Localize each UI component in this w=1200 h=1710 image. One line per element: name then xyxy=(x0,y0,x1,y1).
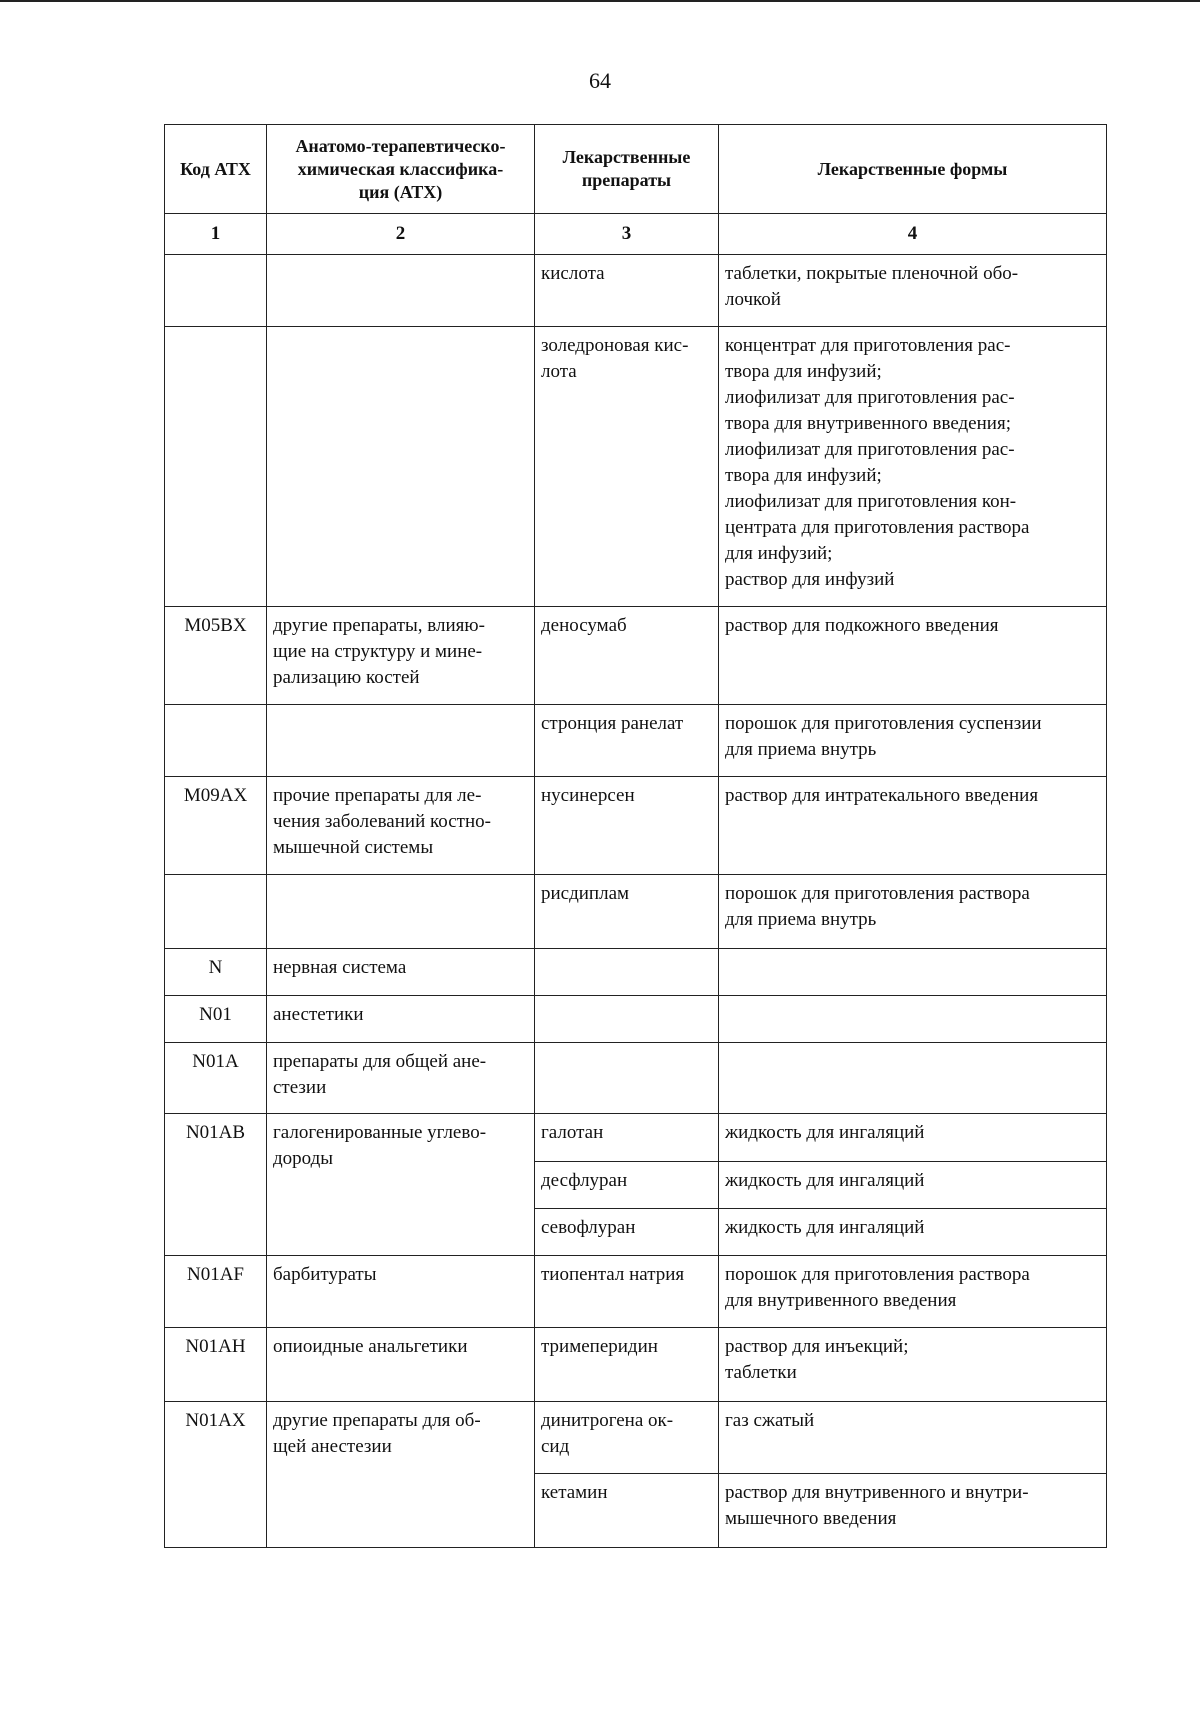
cell-form: жидкость для ингаляций xyxy=(719,1209,1107,1256)
cell-form: таблетки, покрытые пленочной обо- лочкой xyxy=(719,255,1107,327)
cell-form xyxy=(719,1043,1107,1114)
cell-form: порошок для приготовления суспензии для приема внутрь xyxy=(719,705,1107,777)
cell-class xyxy=(267,705,535,777)
page-number: 64 xyxy=(589,68,611,93)
header-drugs: Лекарственные препараты xyxy=(535,125,719,214)
cell-drug xyxy=(535,1043,719,1114)
cell-form xyxy=(719,996,1107,1043)
cell-code: N01 xyxy=(165,996,267,1043)
table-row xyxy=(165,777,1107,875)
cell-form: жидкость для ингаляций xyxy=(719,1162,1107,1209)
table-row xyxy=(165,1328,1107,1402)
top-border-line xyxy=(0,0,1200,2)
cell-form: газ сжатый xyxy=(719,1402,1107,1474)
cell-form: раствор для подкожного введения xyxy=(719,607,1107,705)
table-row xyxy=(165,327,1107,607)
cell-code xyxy=(165,255,267,327)
cell-form: раствор для интратекального введения xyxy=(719,777,1107,875)
table-row xyxy=(165,1043,1107,1114)
column-number: 1 xyxy=(165,214,267,255)
column-number: 3 xyxy=(535,214,719,255)
table-row xyxy=(165,1114,1107,1162)
cell-form: жидкость для ингаляций xyxy=(719,1114,1107,1162)
table-row xyxy=(165,705,1107,777)
cell-drug: тиопентал натрия xyxy=(535,1256,719,1328)
atx-table xyxy=(164,124,1107,1548)
cell-class: барбитураты xyxy=(267,1256,535,1328)
cell-code: N xyxy=(165,949,267,996)
cell-code: M05BX xyxy=(165,607,267,705)
cell-class xyxy=(267,875,535,949)
cell-drug: нусинерсен xyxy=(535,777,719,875)
cell-code xyxy=(165,875,267,949)
cell-code xyxy=(165,327,267,607)
cell-drug: кетамин xyxy=(535,1474,719,1548)
cell-drug: тримеперидин xyxy=(535,1328,719,1402)
cell-class: опиоидные анальгетики xyxy=(267,1328,535,1402)
header-code: Код АТХ xyxy=(165,125,267,214)
column-number: 4 xyxy=(719,214,1107,255)
cell-form xyxy=(719,949,1107,996)
cell-drug xyxy=(535,996,719,1043)
cell-class: нервная система xyxy=(267,949,535,996)
cell-form: раствор для внутривенного и внутри- мышечного введения xyxy=(719,1474,1107,1548)
header-classification: Анатомо-терапевтическо- химическая классифика- ция (АТХ) xyxy=(267,125,535,214)
cell-code: N01AX xyxy=(165,1402,267,1548)
cell-code: N01AB xyxy=(165,1114,267,1256)
cell-form: концентрат для приготовления рас- твора для инфузий; лиофилизат для приготовления рас- твора для внутривенного введения; лиофилизат для приготовления рас- твора для инфузий; лиофилизат для приготовления кон- центрата для приготовления раствора для инфузий; раствор для инфузий xyxy=(719,327,1107,607)
cell-drug: кислота xyxy=(535,255,719,327)
cell-code: N01AH xyxy=(165,1328,267,1402)
table-row xyxy=(165,1256,1107,1328)
cell-form: порошок для приготовления раствора для внутривенного введения xyxy=(719,1256,1107,1328)
table-row xyxy=(165,255,1107,327)
cell-drug: деносумаб xyxy=(535,607,719,705)
cell-drug xyxy=(535,949,719,996)
cell-code xyxy=(165,705,267,777)
table-row xyxy=(165,996,1107,1043)
header-row xyxy=(165,125,1107,214)
cell-drug: десфлуран xyxy=(535,1162,719,1209)
cell-code: M09AX xyxy=(165,777,267,875)
cell-drug: галотан xyxy=(535,1114,719,1162)
header-forms: Лекарственные формы xyxy=(719,125,1107,214)
cell-code: N01AF xyxy=(165,1256,267,1328)
column-number: 2 xyxy=(267,214,535,255)
table-row xyxy=(165,875,1107,949)
table-row xyxy=(165,607,1107,705)
cell-drug: севофлуран xyxy=(535,1209,719,1256)
cell-class: галогенированные углево- дороды xyxy=(267,1114,535,1256)
cell-class: другие препараты, влияю- щие на структуру и мине- рализацию костей xyxy=(267,607,535,705)
cell-drug: рисдиплам xyxy=(535,875,719,949)
cell-form: порошок для приготовления раствора для приема внутрь xyxy=(719,875,1107,949)
cell-class: анестетики xyxy=(267,996,535,1043)
cell-class: прочие препараты для ле- чения заболеваний костно- мышечной системы xyxy=(267,777,535,875)
table-row xyxy=(165,1402,1107,1474)
cell-code: N01A xyxy=(165,1043,267,1114)
table-row xyxy=(165,949,1107,996)
cell-drug: стронция ранелат xyxy=(535,705,719,777)
column-number-row xyxy=(165,214,1107,255)
cell-class xyxy=(267,255,535,327)
cell-drug: золедроновая кис- лота xyxy=(535,327,719,607)
cell-class: препараты для общей ане- стезии xyxy=(267,1043,535,1114)
cell-form: раствор для инъекций; таблетки xyxy=(719,1328,1107,1402)
cell-class: другие препараты для об- щей анестезии xyxy=(267,1402,535,1548)
cell-class xyxy=(267,327,535,607)
cell-drug: динитрогена ок- сид xyxy=(535,1402,719,1474)
